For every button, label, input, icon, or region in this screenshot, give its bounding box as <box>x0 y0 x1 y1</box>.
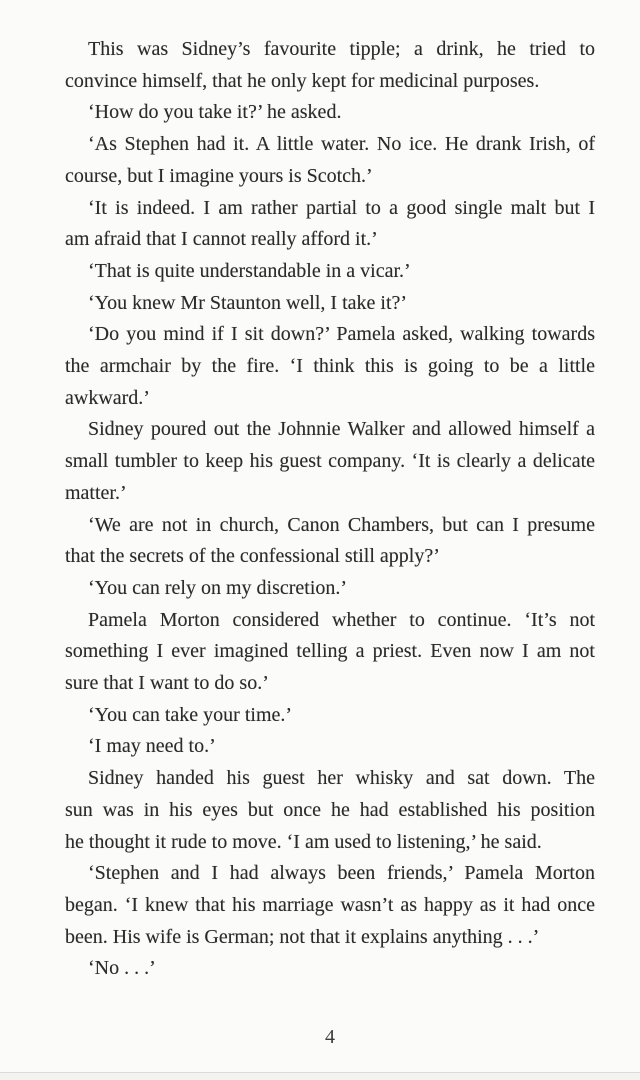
text-line: am afraid that I cannot really afford it.’ <box>65 228 378 251</box>
text-line: ‘As Stephen had it. A little water. No ice. He drank Irish, of <box>88 133 595 156</box>
text-line: ‘I may need to.’ <box>88 735 216 758</box>
text-line: ‘We are not in church, Canon Chambers, but can I presume <box>88 513 595 536</box>
text-line: small tumbler to keep his guest company. ‘It is clearly a delicate <box>65 450 595 473</box>
text-line: awkward.’ <box>65 386 150 409</box>
text-line: been. His wife is German; not that it explains anything . . .’ <box>65 925 540 948</box>
text-line: sun was in his eyes but once he had established his position <box>65 798 595 821</box>
text-line: ‘That is quite understandable in a vicar.’ <box>88 259 411 282</box>
text-line: the armchair by the fire. ‘I think this is going to be a little <box>65 355 595 378</box>
text-line: ‘How do you take it?’ he asked. <box>88 101 342 124</box>
text-line: matter.’ <box>65 481 127 504</box>
text-line: began. ‘I knew that his marriage wasn’t as happy as it had once <box>65 893 595 916</box>
text-line: course, but I imagine yours is Scotch.’ <box>65 164 373 187</box>
text-line: something I ever imagined telling a priest. Even now I am not <box>65 640 595 663</box>
text-line: ‘You knew Mr Staunton well, I take it?’ <box>88 291 408 314</box>
scan-edge-shadow <box>0 1073 640 1080</box>
text-line: Sidney handed his guest her whisky and sat down. The <box>88 767 595 790</box>
text-line: ‘Do you mind if I sit down?’ Pamela asked, walking towards <box>88 323 595 346</box>
text-line: sure that I want to do so.’ <box>65 672 269 695</box>
text-line: ‘No . . .’ <box>88 957 156 980</box>
text-line: Sidney poured out the Johnnie Walker and allowed himself a <box>88 418 595 441</box>
text-line: ‘You can take your time.’ <box>88 703 293 726</box>
page-number: 4 <box>325 1026 335 1049</box>
text-line: ‘Stephen and I had always been friends,’ Pamela Morton <box>88 862 595 885</box>
text-line: Pamela Morton considered whether to continue. ‘It’s not <box>88 608 595 631</box>
text-line: ‘It is indeed. I am rather partial to a good single malt but I <box>88 196 595 219</box>
text-line: he thought it rude to move. ‘I am used to listening,’ he said. <box>65 830 542 853</box>
text-line: convince himself, that he only kept for medicinal purposes. <box>65 69 540 92</box>
text-line: that the secrets of the confessional still apply?’ <box>65 545 440 568</box>
text-line: ‘You can rely on my discretion.’ <box>88 576 348 599</box>
text-line: This was Sidney’s favourite tipple; a drink, he tried to <box>88 38 595 60</box>
